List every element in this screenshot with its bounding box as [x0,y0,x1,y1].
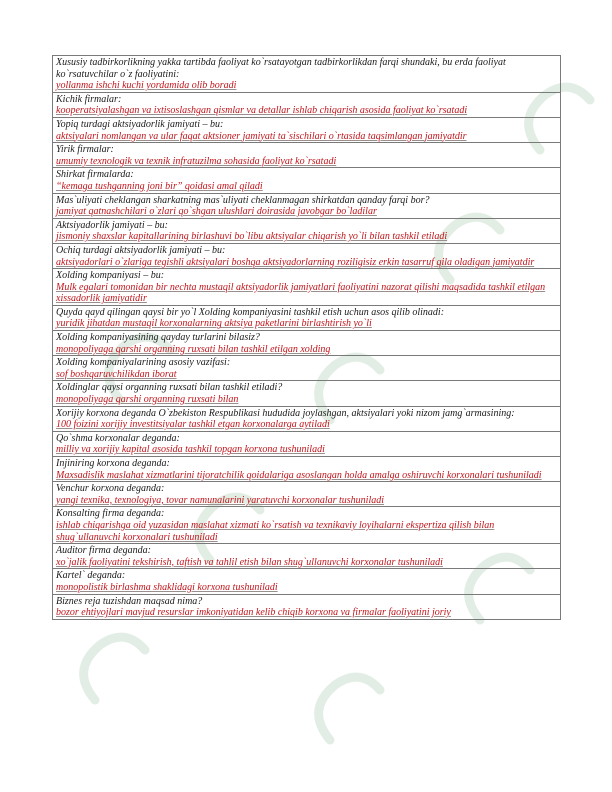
answer-text: kooperatsiyalashgan va ixtisoslashgan qismlar va detallar ishlab chiqarish asosida faoliyat ko`rsatadi [56,105,468,117]
table-cell [53,381,561,406]
table-cell [53,544,561,569]
table-cell [53,431,561,456]
question-text: Biznes reja tuzishdan maqsad nima? [56,595,203,607]
table-row [53,406,561,431]
table-row [53,482,561,507]
question-text: Xolding kompaniyalarining asosiy vazifasi: [56,357,231,369]
answer-text: sof boshqaruvchilikdan iborat [56,368,177,380]
question-text: Konsalting firma deganda: [56,508,165,520]
table-row [53,193,561,218]
question-text: Xorijiy korxona deganda O`zbekiston Respublikasi hududida joylashgan, aktsiyalari yoki nizom jamg`armasining: [56,407,515,419]
question-text: Quyda qayd qilingan qaysi bir yo`l Xolding kompaniyasini tashkil etish uchun asos qilib olinadi: [56,306,445,318]
table-cell [53,92,561,117]
answer-text: Maxsadislik maslahat xizmatlarini tijoratchilik qoidalariga asoslangan holda amalga oshiruvchi korxonalari tushuniladi [56,469,542,481]
answer-text: milliy va xorijiy kapital asosida tashkil topgan korxona tushuniladi [56,444,325,456]
answer-text: bozor ehtiyojlari mavjud resurslar imkoniyatidan kelib chiqib korxona va firmalar faoliyatini joriy [56,607,451,619]
answer-text: aktsiyadorlari o`zlariga tegishli aktsiyalari boshqa aktsiyadorlarning roziligisiz erkin tasarruf qila oladigan jamiyatdir [56,256,535,268]
answer-text: “kemaga tushganning joni bir” qoidasi amal qiladi [56,180,263,192]
table-row [53,381,561,406]
table-body [53,56,561,620]
answer-text: monopoliyaga qarshi organning ruxsati bilan tashkil etilgan xolding [56,343,331,355]
table-row [53,431,561,456]
table-row [53,143,561,168]
answer-text: yollanma ishchi kuchi yordamida olib boradi [56,80,237,92]
question-text: Xoldinglar qaysi organning ruxsati bilan tashkil etiladi? [56,382,283,394]
table-cell [53,193,561,218]
table-cell [53,117,561,142]
table-row [53,544,561,569]
table-cell [53,143,561,168]
table-cell [53,569,561,594]
table-cell [53,482,561,507]
table-cell [53,243,561,268]
answer-text: 100 foizini xorijiy investitsiyalar tashkil etgan korxonalarga aytiladi [56,419,330,431]
table-row [53,56,561,93]
table-cell [53,331,561,356]
question-text: Auditor firma deganda: [56,545,151,557]
table-row [53,594,561,619]
table-cell [53,406,561,431]
table-cell [53,594,561,619]
question-text: Yopiq turdagi aktsiyadorlik jamiyati – bu: [56,118,224,130]
table-cell [53,269,561,306]
table-cell [53,218,561,243]
question-text: Xolding kompaniyasining qayday turlarini bilasiz? [56,332,260,344]
question-text: Aktsiyadorlik jamiyati – bu: [56,219,168,231]
answer-text: monopoliyaga qarshi organning ruxsati bilan [56,394,239,406]
question-text: Xolding kompaniyasi – bu: [56,270,165,282]
question-text: Ochiq turdagi aktsiyadorlik jamiyati – bu: [56,244,226,256]
answer-text: jismoniy shaxslar kapitallarining birlashuvi bo`libu aktsiyalar chiqarish yo`li bilan tashkil etiladi [56,231,448,243]
answer-text: xo`jalik faoliyatini tekshirish, taftish va tahlil etish bilan shug`ullanuvchi korxonalar tushuniladi [56,556,443,568]
answer-text: jamiyat qatnashchilari o`zlari qo`shgan ulushlari doirasida javobgar bo`ladilar [56,206,377,218]
table-row [53,117,561,142]
table-row [53,507,561,544]
question-text: Yirik firmalar: [56,144,114,156]
question-text: Mas`uliyati cheklangan sharkatning mas`uliyati cheklanmagan shirkatdan qanday farqi bor? [56,194,430,206]
question-text: Shirkat firmalarda: [56,169,134,181]
question-text: Venchur korxona deganda: [56,483,165,495]
question-text: Qo`shma korxonalar deganda: [56,432,180,444]
table-row [53,569,561,594]
table-row [53,305,561,330]
table-row [53,331,561,356]
table-row [53,457,561,482]
table-cell [53,457,561,482]
answer-text: yuridik jihatdan mustaqil korxonalarning aktsiya paketlarini birlashtirish yo`li [56,318,372,330]
table-cell [53,356,561,381]
question-text: Kartel` deganda: [56,570,126,582]
table-row [53,218,561,243]
table-cell [53,305,561,330]
question-text: Xususiy tadbirkorlikning yakka tartibda faoliyat ko`rsatayotgan tadbirkorlikdan farqi shundaki, bu erda faoliyat ko`rsatuvchilar o`z faoliyatini: [56,57,506,80]
answer-text: Mulk egalari tomonidan bir nechta mustaqil aktsiyadorlik jamiyatlari faoliyatini nazorat qilishi maqsadida tashkil etilgan xissadorlik jamiyatidir [56,281,546,305]
table-row [53,92,561,117]
question-text: Injiniring korxona deganda: [56,458,170,469]
answer-text: monopolistik birlashma shaklidagi korxona tushuniladi [56,581,278,593]
table-row [53,168,561,193]
answer-text: aktsiyalari nomlangan va ular faqat aktsioner jamiyati ta`sischilari o`rtasida taqsimlangan jamiyatdir [56,130,467,142]
table-cell [53,507,561,544]
table-cell [53,56,561,93]
table-row [53,243,561,268]
table-row [53,269,561,306]
table-cell [53,168,561,193]
question-text: Kichik firmalar: [56,93,122,105]
answer-text: ishlab chiqarishga oid yuzasidan maslahat xizmati ko`rsatish va texnikaviy loyihalarni ekspertiza qilish bilan shug`ullanuvchi korxonalari tushuniladi [56,519,495,543]
answer-text: yangi texnika, texnologiya, tovar namunalarini yaratuvchi korxonalar tushuniladi [56,494,385,506]
question-answer-table [52,55,561,620]
answer-text: umumiy texnologik va texnik infratuzilma sohasida faoliyat ko`rsatadi [56,155,337,167]
table-row [53,356,561,381]
